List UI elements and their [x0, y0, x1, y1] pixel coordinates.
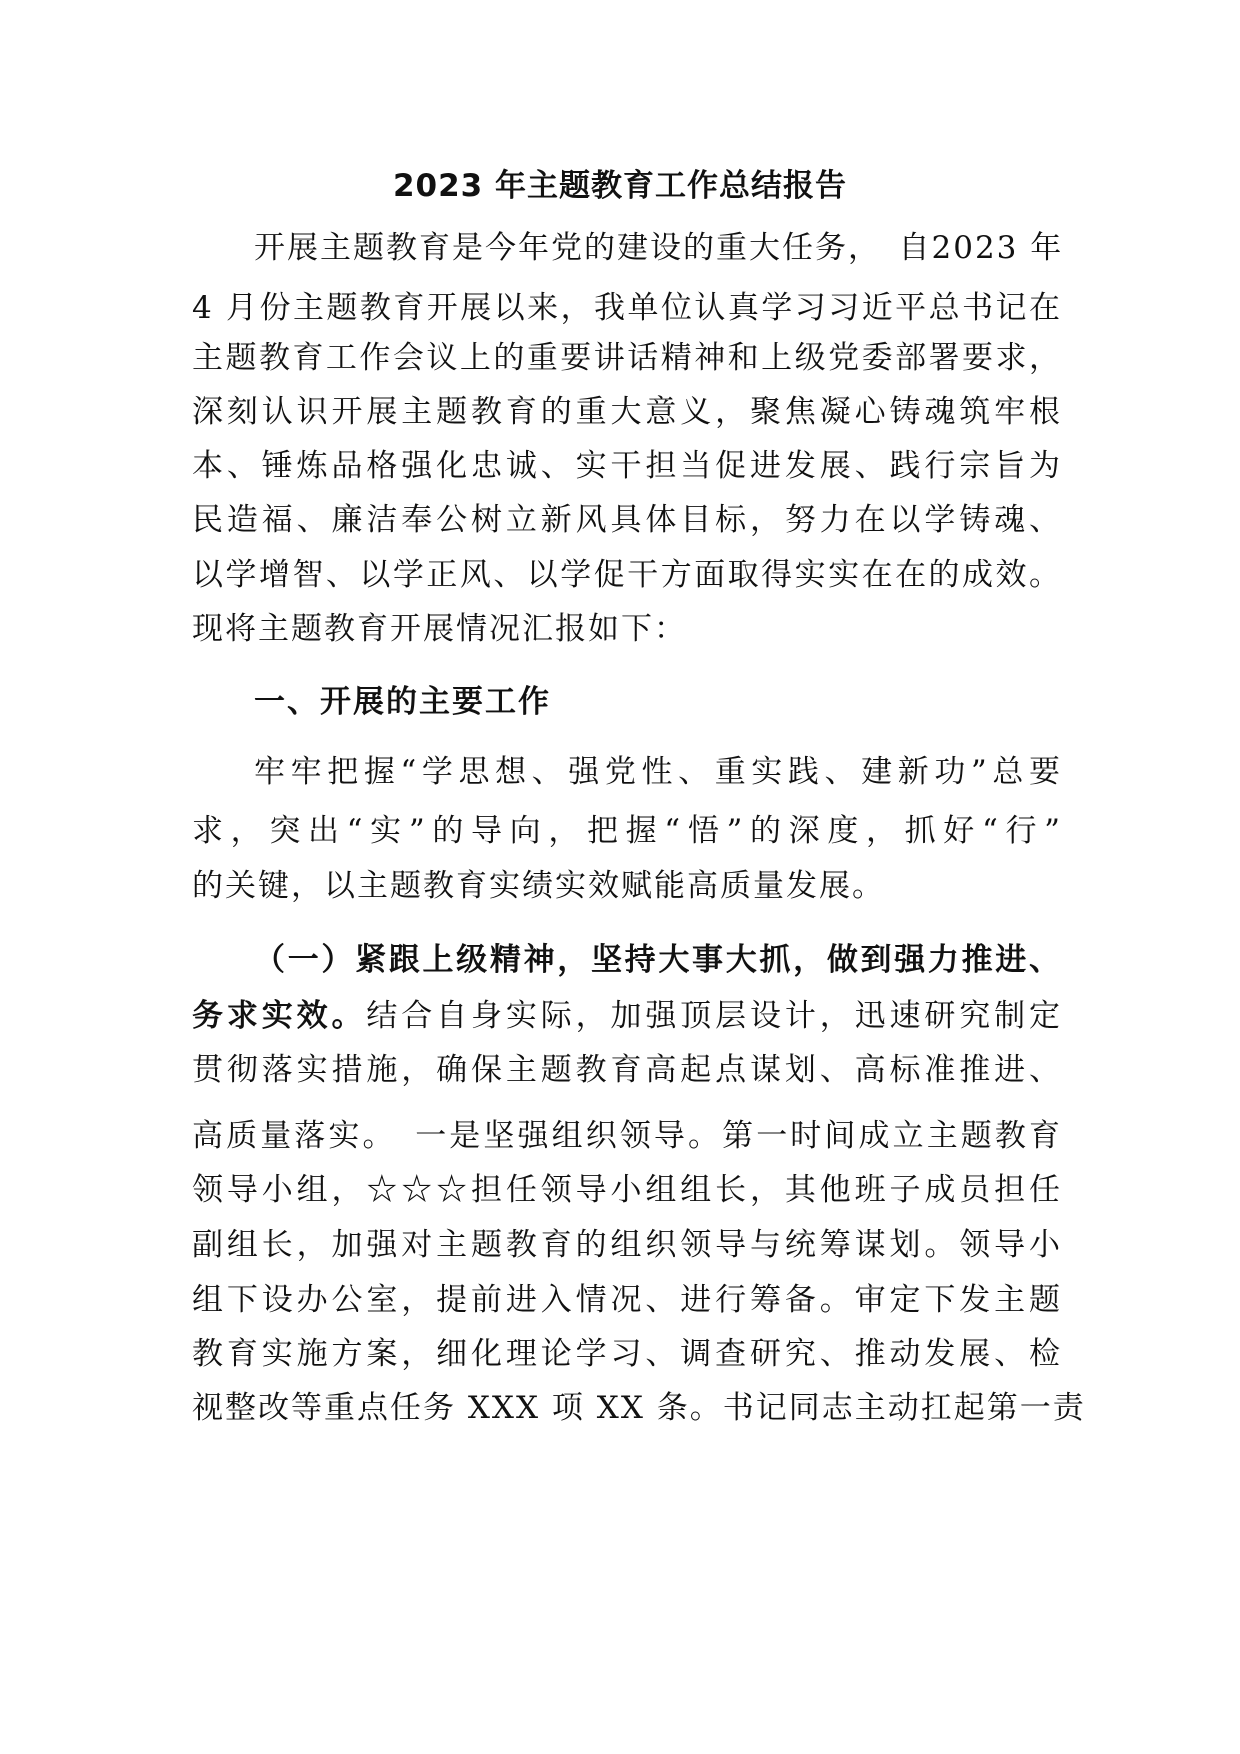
intro-line-8: 现将主题教育开展情况汇报如下：: [192, 611, 687, 647]
intro-line-3: 主题教育工作会议上的重要讲话精神和上级党委部署要求，: [192, 340, 1062, 376]
subsection-1-line-5: 副组长，加强对主题教育的组织领导与统筹谋划。领导小: [192, 1227, 1062, 1263]
subsection-1-line-7: 教育实施方案，细化理论学习、调查研究、推动发展、检: [192, 1336, 1062, 1372]
intro-line-7: 以学增智、以学正风、以学促干方面取得实实在在的成效。: [192, 557, 1062, 593]
section-1-line-3: 的关键，以主题教育实绩实效赋能高质量发展。: [192, 868, 885, 904]
intro-line-5: 本、锤炼品格强化忠诚、实干担当促进发展、践行宗旨为: [192, 448, 1062, 484]
subsection-1-line-2: 贯彻落实措施，确保主题教育高起点谋划、高标准推进、: [192, 1052, 1062, 1088]
intro-line-4: 深刻认识开展主题教育的重大意义，聚焦凝心铸魂筑牢根: [192, 394, 1062, 430]
intro-line-2: 4 月份主题教育开展以来，我单位认真学习习近平总书记在: [192, 290, 1062, 326]
document-title: 2023 年主题教育工作总结报告: [392, 168, 848, 204]
section-1-heading: 一、开展的主要工作: [254, 684, 551, 720]
intro-line-6: 民造福、廉洁奉公树立新风具体目标，努力在以学铸魂、: [192, 502, 1062, 538]
section-1-line-1: 牢牢把握“学思想、强党性、重实践、建新功”总要: [254, 754, 1062, 790]
subsection-1-text-start: 结合自身实际，加强顶层设计，迅速研究制定: [366, 998, 1062, 1034]
intro-line-1: 开展主题教育是今年党的建设的重大任务， 自2023 年: [254, 230, 1064, 266]
subsection-1-heading: （一）紧跟上级精神，坚持大事大抓，做到强力推进、: [254, 942, 1062, 978]
subsection-1-heading-end: 务求实效。: [192, 998, 367, 1034]
section-1-line-2: 求，突出“实”的导向，把握“悟”的深度，抓好“行”: [192, 813, 1062, 849]
subsection-1-line-8: 视整改等重点任务 XXX 项 XX 条。书记同志主动扛起第一责: [192, 1390, 1086, 1426]
subsection-1-line-4: 领导小组，☆☆☆担任领导小组组长，其他班子成员担任: [192, 1172, 1062, 1208]
subsection-1-line-1: [192, 996, 1062, 1036]
subsection-1-line-3: 高质量落实。 一是坚强组织领导。第一时间成立主题教育: [192, 1118, 1062, 1154]
subsection-1-line-6: 组下设办公室，提前进入情况、进行筹备。审定下发主题: [192, 1282, 1062, 1318]
